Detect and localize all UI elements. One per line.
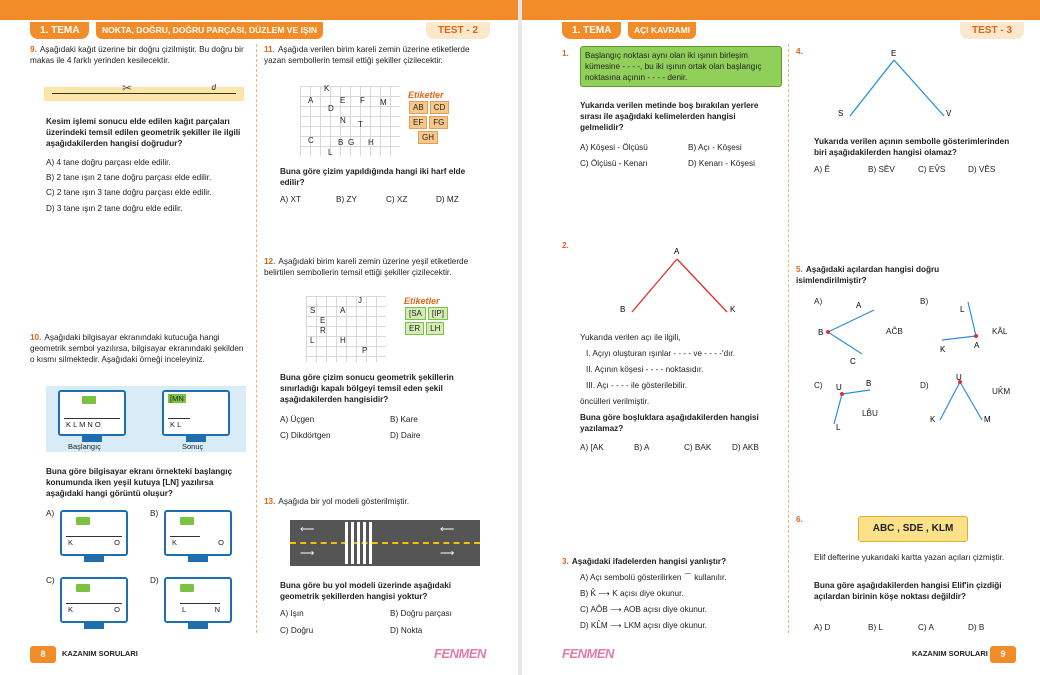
q10-start-green-box <box>82 396 96 404</box>
q11-option-d[interactable]: D) MZ <box>436 195 459 204</box>
q5-number: 5. <box>796 265 803 274</box>
q9-question: Kesim işlemi sonucu elde edilen kağıt parçaları üzerindeki temsil edilen geometrik şekiller ile ilgili aşağıdakilerden hangisi doğrudur? <box>46 117 241 148</box>
left-tema-badge: 1. TEMA <box>30 22 89 39</box>
q10-d-right: N <box>214 605 220 614</box>
q1-option-b[interactable]: B) Açı - Köşesi <box>688 143 742 152</box>
q6-card: ABC , SDE , KLM <box>858 516 968 542</box>
q13-option-a[interactable]: A) Işın <box>280 609 304 618</box>
q12-option-b[interactable]: B) Kare <box>390 415 418 424</box>
q12-labels-box: Etiketler [SA [IP] ER LH <box>404 296 458 336</box>
q4-option-c[interactable]: C) EV̂S <box>918 165 946 174</box>
q13-number: 13. <box>264 497 276 506</box>
q1-question: Yukarıda verilen metinde boş bırakılan yerlere sırası ile aşağıdaki kelimelerden hangisi gelmelidir? <box>580 101 759 132</box>
right-subject-title: AÇI KAVRAMI <box>628 22 696 39</box>
svg-text:K: K <box>730 305 736 314</box>
q6-question: Buna göre aşağıdakilerden hangisi Elif'in çizdiği açılardan birinin köşe noktası değildir? <box>814 581 1002 601</box>
q10-option-c-label[interactable]: C) <box>46 576 55 585</box>
q10-end-label: Sonuç <box>182 442 204 451</box>
q10-option-d-monitor[interactable] <box>164 577 232 623</box>
q6-option-a[interactable]: A) D <box>814 623 831 632</box>
q6-option-c[interactable]: C) A <box>918 623 934 632</box>
q2-angle-figure <box>612 244 742 319</box>
q2-option-c[interactable]: C) BAK <box>684 443 712 452</box>
q12-option-c[interactable]: C) Dikdörtgen <box>280 431 331 440</box>
q3-option-b[interactable]: B) K̂ ⟶ K açısı diye okunur. <box>580 589 684 598</box>
left-footer-label: KAZANIM SORULARI <box>62 649 138 658</box>
svg-text:K: K <box>930 415 936 424</box>
q10-end-green-box: [MN <box>170 394 184 403</box>
q5-option-d-label[interactable]: D) <box>920 381 929 390</box>
arrow-right-icon: ⟶ <box>440 548 455 559</box>
q10-option-b-monitor[interactable] <box>164 510 232 556</box>
q10-d-left: L <box>182 605 187 614</box>
q5-option-a-name: AĈB <box>886 327 903 336</box>
right-test-badge: TEST - 3 <box>960 22 1024 39</box>
svg-text:L: L <box>836 423 841 432</box>
q10-b-left: K <box>172 538 178 547</box>
q12-text: 12. Aşağıdaki birim kareli zemin üzerine yeşil etiketlerde belirtilen sembollerin temsil ettiği şekiller çizilecektir. <box>264 257 469 277</box>
q5-option-d-figure <box>926 374 996 434</box>
svg-text:B: B <box>620 305 626 314</box>
q13-option-d[interactable]: D) Nokta <box>390 626 423 635</box>
q2-text: Yukarıda verilen açı ile ilgili, <box>580 333 681 342</box>
q11-option-a[interactable]: A) XT <box>280 195 301 204</box>
svg-text:K: K <box>940 345 946 354</box>
q5-option-d-name: UK̂M <box>992 387 1011 396</box>
q5-option-c-name: LB̂U <box>862 409 878 418</box>
q12-etiketler-title: Etiketler <box>404 296 440 306</box>
q3-option-a[interactable]: A) Açı sembolü gösterilirken ⌒ kullanılır. <box>580 573 727 582</box>
left-top-bar <box>0 0 518 20</box>
q2-item-2: II. Açının köşesi - - - - noktasıdır. <box>586 365 704 374</box>
q13-question: Buna göre bu yol modeli üzerinde aşağıdaki geometrik şekillerden hangisi yoktur? <box>280 581 452 601</box>
q10-text: 10. Aşağıdaki bilgisayar ekranındaki kutucuğa hangi geometrik sembol yazılırsa, bilgisayar ekranındaki şekilden o kısmı silmektedir. Aşağıdaki örneği inceleyiniz. <box>30 333 244 364</box>
q6-number: 6. <box>796 515 803 524</box>
q1-statement-box: Başlangıç noktası aynı olan iki ışının birleşim kümesine - - - -, bu iki ışının ortak olan başlangıç noktasına açının - - - - denir. <box>580 46 782 87</box>
q10-option-b-label[interactable]: B) <box>150 509 159 518</box>
q3-number: 3. <box>562 557 569 566</box>
arrow-right-icon: ⟶ <box>300 548 315 559</box>
q11-option-c[interactable]: C) XZ <box>386 195 408 204</box>
right-column-divider <box>788 44 789 633</box>
q9-line-label: d <box>211 83 216 92</box>
q4-question: Yukarıda verilen açının sembolle gösterimlerinden biri aşağıdakilerden hangisi olamaz? <box>814 137 1010 157</box>
left-page <box>0 0 518 675</box>
right-brand-logo: FENMEN <box>562 646 614 661</box>
q2-item-1: I. Açıyı oluşturan ışınlar - - - - ve - - - -'dır. <box>586 349 735 358</box>
q1-number: 1. <box>562 49 569 58</box>
q12-number: 12. <box>264 257 276 266</box>
q5-option-b-name: KÂL <box>992 327 1008 336</box>
right-page <box>522 0 1040 675</box>
q11-number: 11. <box>264 45 275 54</box>
q9-paper-strip <box>44 81 244 101</box>
svg-text:V: V <box>946 109 952 118</box>
q10-example-panel <box>46 386 246 452</box>
q10-option-c-monitor[interactable] <box>60 577 128 623</box>
q12-option-d[interactable]: D) Daire <box>390 431 421 440</box>
right-tema-badge: 1. TEMA <box>562 22 621 39</box>
q1-option-c[interactable]: C) Ölçüsü - Kenarı <box>580 159 648 168</box>
svg-text:E: E <box>891 49 897 58</box>
left-test-badge: TEST - 2 <box>426 22 490 39</box>
arrow-left-icon: ⟵ <box>300 524 315 535</box>
left-page-number: 8 <box>30 646 56 663</box>
q9-option-c[interactable]: C) 2 tane ışın 3 tane doğru parçası elde edilir. <box>46 188 212 197</box>
svg-text:A: A <box>856 301 862 310</box>
svg-text:S: S <box>838 109 844 118</box>
q10-c-right: O <box>114 605 120 614</box>
q10-end-monitor <box>162 390 230 436</box>
svg-text:U: U <box>836 383 842 392</box>
svg-text:A: A <box>674 247 680 256</box>
q3-question: 3. Aşağıdaki ifadelerden hangisi yanlıştır? <box>562 557 727 566</box>
q11-labels-box: Etiketler AB CD EF FG GH <box>408 90 458 145</box>
q12-question: Buna göre çizim sonucu geometrik şekillerin sınırladığı kapalı bölgeyi temsil eden şekil aşağıdakilerden hangisidir? <box>280 373 454 404</box>
q9-option-a[interactable]: A) 4 tane doğru parçası elde edilir. <box>46 158 171 167</box>
q10-option-a-label[interactable]: A) <box>46 509 55 518</box>
q5-question: 5. Aşağıdaki açılardan hangisi doğru isimlendirilmiştir? <box>796 265 940 285</box>
q6-option-d[interactable]: D) B <box>968 623 985 632</box>
q9-line-d <box>52 93 236 94</box>
q2-option-d[interactable]: D) AKB <box>732 443 759 452</box>
q9-number: 9. <box>30 45 37 54</box>
q10-question: Buna göre bilgisayar ekranı örnekteki başlangıç konumunda iken yeşil kutuya [LN] yazılırsa aşağıdaki hangi görüntü oluşur? <box>46 467 233 498</box>
q10-start-monitor <box>58 390 126 436</box>
q11-question: Buna göre çizim yapıldığında hangi iki harf elde edilir? <box>280 167 466 187</box>
q6-text: Elif defterine yukarıdaki kartta yazan açıları çizmiştir. <box>814 553 1005 562</box>
q2-number: 2. <box>562 241 569 250</box>
q1-option-a[interactable]: A) Köşesi - Ölçüsü <box>580 143 648 152</box>
q11-etiketler-title: Etiketler <box>408 90 444 100</box>
left-brand-logo: FENMEN <box>434 646 486 661</box>
q2-option-a[interactable]: A) [AK <box>580 443 604 452</box>
q10-c-left: K <box>68 605 74 614</box>
q2-question: Buna göre boşluklara aşağıdakilerden hangisi yazılamaz? <box>580 413 759 433</box>
scissors-icon: ✂ <box>122 81 133 95</box>
q4-option-d[interactable]: D) VÊS <box>968 165 996 174</box>
crosswalk <box>345 522 375 564</box>
q13-text: 13. Aşağıda bir yol modeli gösterilmiştir. <box>264 497 409 506</box>
q10-a-left: K <box>68 538 74 547</box>
q1-option-d[interactable]: D) Kenarı - Köşesi <box>688 159 755 168</box>
q12-grid: J S A E R L H P <box>306 296 386 362</box>
left-column-divider <box>256 44 257 633</box>
q2-text-2: öncülleri verilmiştir. <box>580 397 650 406</box>
q3-option-d[interactable]: D) KL̂M ⟶ LKM açısı diye okunur. <box>580 621 707 630</box>
right-footer-label: KAZANIM SORULARI <box>912 649 988 658</box>
q5-option-b-figure <box>932 296 992 358</box>
q4-number: 4. <box>796 47 803 56</box>
q13-option-b[interactable]: B) Doğru parçası <box>390 609 452 618</box>
svg-text:M: M <box>984 415 991 424</box>
q11-grid: K A E F M D N T C B G H L <box>300 86 400 156</box>
q10-start-letters: K L M N O <box>66 420 101 429</box>
right-top-bar <box>522 0 1040 20</box>
q10-b-right: O <box>218 538 224 547</box>
right-page-number: 9 <box>990 646 1016 663</box>
q6-option-b[interactable]: B) L <box>868 623 884 632</box>
q5-option-c-label[interactable]: C) <box>814 381 823 390</box>
svg-text:L: L <box>960 305 965 314</box>
q5-option-c-figure <box>822 378 882 434</box>
q9-option-d[interactable]: D) 3 tane ışın 2 tane doğru elde edilir. <box>46 204 183 213</box>
q3-option-c[interactable]: C) AÔB ⟶ AOB açısı diye okunur. <box>580 605 707 614</box>
q2-option-b[interactable]: B) A <box>634 443 650 452</box>
q9-option-b[interactable]: B) 2 tane ışın 2 tane doğru parçası elde edilir. <box>46 173 212 182</box>
q5-option-a-figure <box>818 298 888 364</box>
q4-option-b[interactable]: B) SÊV <box>868 165 895 174</box>
q10-start-label: Başlangıç <box>68 442 101 451</box>
q4-angle-figure <box>832 46 962 126</box>
q12-option-a[interactable]: A) Üçgen <box>280 415 315 424</box>
q11-text: 11. Aşağıda verilen birim kareli zemin üzerine etiketlerde yazan sembollerin temsil ettiği şekiller çizilecektir. <box>264 45 470 65</box>
q5-option-b-label[interactable]: B) <box>920 297 929 306</box>
q4-option-a[interactable]: A) Ê <box>814 165 830 174</box>
q10-a-right: O <box>114 538 120 547</box>
left-subject-title: NOKTA, DOĞRU, DOĞRU PARÇASI, DÜZLEM VE IŞIN <box>96 22 323 39</box>
q10-option-a-monitor[interactable] <box>60 510 128 556</box>
q13-option-c[interactable]: C) Doğru <box>280 626 314 635</box>
q5-option-a-label[interactable]: A) <box>814 297 823 306</box>
q2-item-3: III. Açı - - - - ile gösterilebilir. <box>586 381 688 390</box>
q10-end-letters: K L <box>170 420 182 429</box>
svg-text:B: B <box>866 379 872 388</box>
svg-text:C: C <box>850 357 856 364</box>
svg-text:B: B <box>818 328 824 337</box>
q11-option-b[interactable]: B) ZY <box>336 195 357 204</box>
arrow-left-icon: ⟵ <box>440 524 455 535</box>
q10-number: 10. <box>30 333 42 342</box>
svg-text:U: U <box>956 374 962 382</box>
q10-option-d-label[interactable]: D) <box>150 576 159 585</box>
q9-text: 9. Aşağıdaki kağıt üzerine bir doğru çizilmiştir. Bu doğru bir makas ile 4 farklı yerinden kesilecektir. <box>30 45 244 65</box>
q13-road-model <box>290 520 480 566</box>
svg-text:A: A <box>974 341 980 350</box>
